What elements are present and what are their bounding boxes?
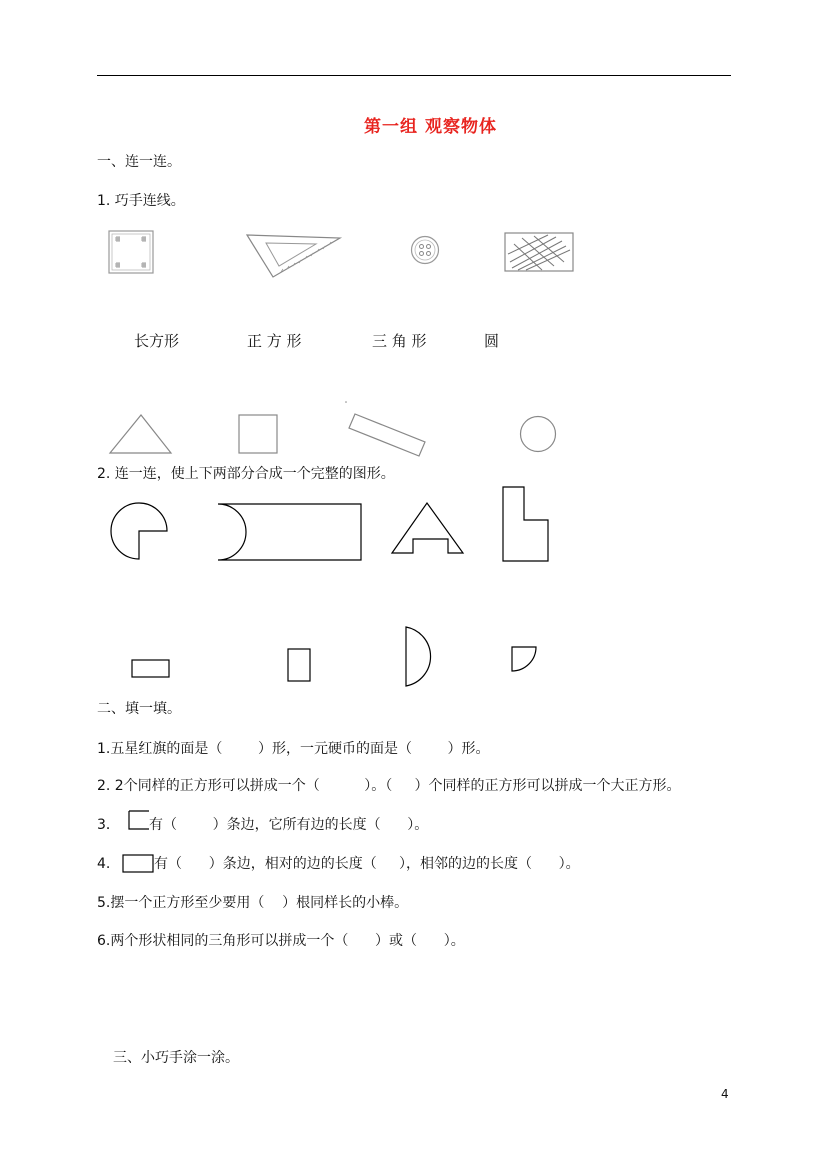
- napkin-icon: [108, 230, 154, 274]
- small-rectangle-icon: [131, 659, 171, 679]
- rectangle-icon: [343, 398, 427, 460]
- triangle-icon: [108, 412, 174, 456]
- half-circle-icon: [404, 626, 440, 688]
- shape-name-circle: 圆: [484, 332, 500, 350]
- square-icon: [238, 414, 278, 454]
- fill-item-3: 有（ ）条边，它所有边的长度（ ）。: [149, 817, 429, 833]
- page-title: 第一组 观察物体: [364, 117, 497, 137]
- tall-rectangle-icon: [287, 648, 312, 683]
- section2-heading: 二、填一填。: [97, 701, 181, 717]
- fill-item-3-number: 3．: [97, 817, 120, 833]
- section3-heading: 三、小巧手涂一涂。: [113, 1050, 239, 1066]
- fill-item-4-number: 4.: [97, 856, 111, 872]
- set-square-icon: [246, 233, 342, 278]
- header-rule: [97, 75, 731, 76]
- circle-missing-quarter-icon: [110, 502, 170, 562]
- triangle-notch-icon: [390, 501, 466, 555]
- wooden-board-icon: [504, 232, 574, 272]
- l-shape-icon: [502, 486, 550, 563]
- fill-item-2: 2. 2个同样的正方形可以拼成一个（ ）。（ ）个同样的正方形可以拼成一个大正方形。: [97, 778, 681, 794]
- fill-item-6: 6.两个形状相同的三角形可以拼成一个（ ）或（ ）。: [97, 933, 465, 949]
- fill-item-1: 1.五星红旗的面是（ ）形，一元硬币的面是（ ）形。: [97, 741, 490, 757]
- section1-heading: 一、连一连。: [97, 154, 181, 170]
- corner-angle-icon: [128, 810, 150, 830]
- fill-item-4: 有（ ）条边，相对的边的长度（ ），相邻的边的长度（ ）。: [154, 856, 580, 872]
- q1-label: 1. 巧手连线。: [97, 193, 185, 209]
- rectangle-notch-icon: [217, 503, 363, 561]
- circle-icon: [519, 415, 559, 455]
- shape-name-rectangle: 长方形: [134, 332, 180, 350]
- button-icon: [410, 235, 440, 265]
- shape-name-square: 正 方 形: [247, 332, 302, 350]
- shape-name-triangle: 三 角 形: [372, 332, 427, 350]
- fill-item-5: 5.摆一个正方形至少要用（ ）根同样长的小棒。: [97, 895, 409, 911]
- rectangle-figure-icon: [122, 854, 154, 874]
- q2-label: 2. 连一连，使上下两部分合成一个完整的图形。: [97, 466, 395, 482]
- page-number: 4: [721, 1087, 729, 1101]
- quarter-circle-icon: [511, 646, 539, 674]
